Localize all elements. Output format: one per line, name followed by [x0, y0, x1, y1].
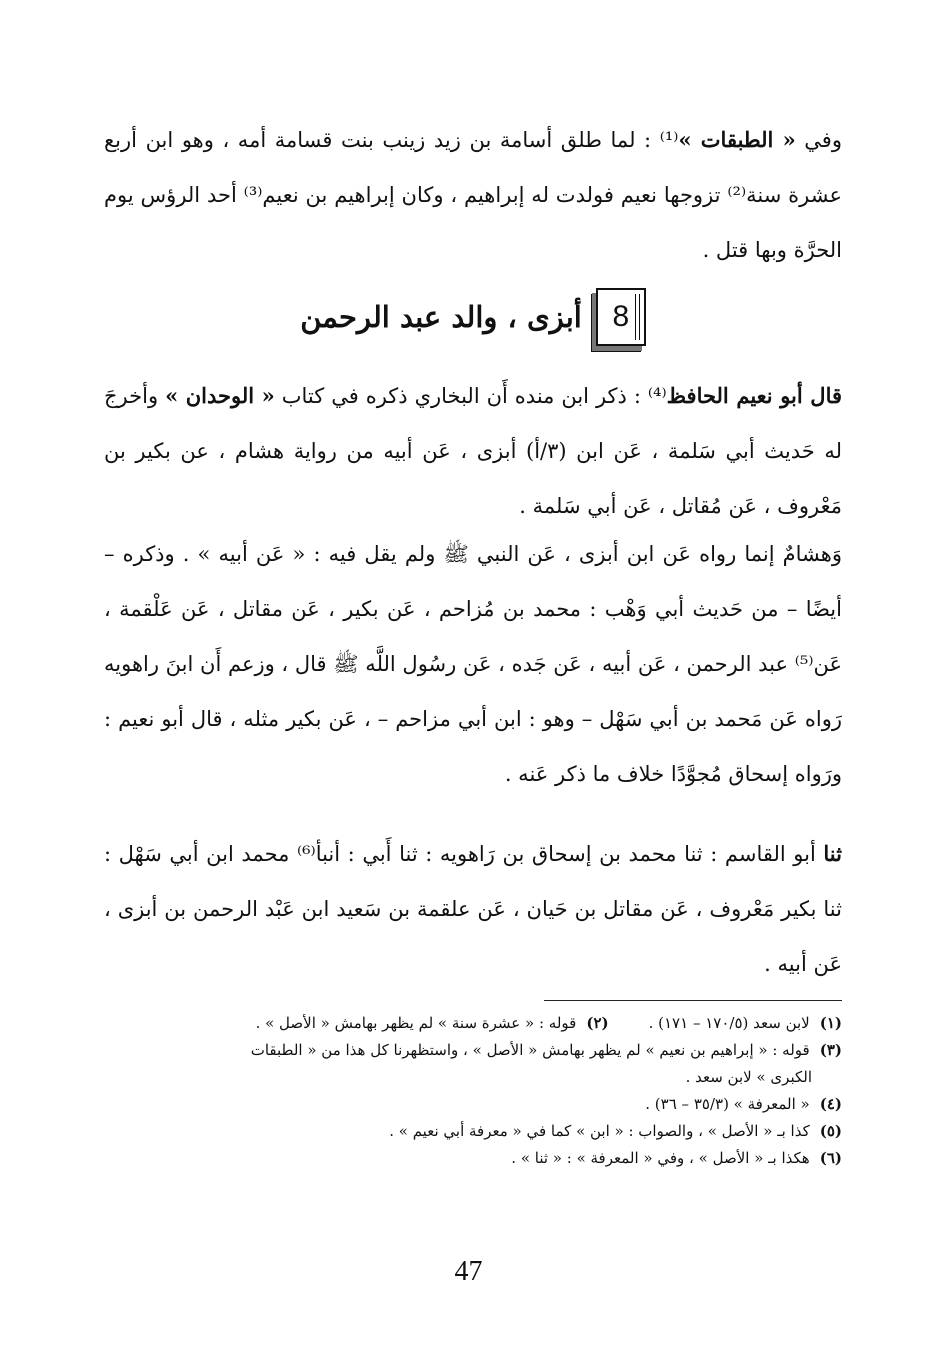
section-number-box — [596, 288, 646, 346]
paragraph-text: وأخرجَ له حَديث أبي سَلمة ، عَن ابن (٣/أ) أبزى ، عَن أبيه من رواية هشام ، عن بكير بن مَعْروف ، عَن مُقاتل ، عَن أبي سَلمة . — [104, 384, 842, 518]
paragraph-text: أبو القاسم : ثنا محمد بن إسحاق بن رَاهويه : ثنا أَبي : أنبأ⁽⁶⁾ محمد ابن أبي سَهْل : ثنا بكير مَعْروف ، عَن مقاتل بن حَيان ، عَن علقمة بن سَعيد ابن عَبْد الرحمن بن أبزى ، عَن أبيه . — [104, 842, 842, 976]
footnote-item — [256, 1010, 609, 1037]
footnote-number: (٦) — [819, 1149, 842, 1167]
section-number: 8 — [612, 300, 630, 333]
footnote-text: هكذا بـ « الأصل » ، وفي « المعرفة » : « ثنا » . — [511, 1149, 810, 1167]
footnote-number: (٢) — [586, 1014, 609, 1032]
footnote-text: « المعرفة » (٣٥/٣ – ٣٦) . — [645, 1095, 810, 1113]
footnote-divider — [544, 1000, 842, 1001]
footnote-continuation: الكبرى » لابن سعد . — [685, 1068, 812, 1086]
paragraph-abu-nuaym — [104, 368, 842, 534]
paragraph-text: ⁽¹⁾ : لما طلق أسامة بن زيد زينب بنت قسامة أمه ، وهو ابن أربع عشرة سنة⁽²⁾ تزوجها نعيم فولدت له إبراهيم ، وكان إبراهيم بن نعيم⁽³⁾ أحد الرؤس يوم الحرَّة وبها قتل . — [104, 128, 842, 262]
narrator-bold: قال أبو نعيم الحافظ — [666, 383, 843, 408]
paragraph-isnad — [104, 826, 842, 992]
footnote-number: (١) — [819, 1014, 842, 1032]
footnote-number: (٤) — [819, 1095, 842, 1113]
section-title: أبزى ، والد عبد الرحمن — [300, 300, 582, 334]
footnote-text: كذا بـ « الأصل » ، والصواب : « ابن » كما في « معرفة أبي نعيم » . — [389, 1122, 810, 1140]
paragraph-text: وَهشامٌ إنما رواه عَن ابن أبزى ، عَن النبي ﷺ ولم يقل فيه : « عَن أبيه » . وذكره – أيضًا – من حَديث أبي وَهْب : محمد بن مُزاحم ، عَن بكير ، عَن مقاتل ، عَن عَلْقمة ، عَن⁽⁵⁾ عبد الرحمن ، عَن أبيه ، عَن جَده ، عَن رسُول اللَّه ﷺ قال ، وزعم أَن ابنَ راهويه رَواه عَن مَحمد بن أبي سَهْل – وهو : ابن أبي مزاحم – ، عَن بكير مثله ، قال أبو نعيم : ورَواه إسحاق مُجوَّدًا خلاف ما ذكر عَنه . — [104, 542, 842, 786]
footnote-item — [104, 1118, 842, 1145]
paragraph-text: ⁽⁴⁾ : ذكر ابن منده أَن البخاري ذكره في كتاب — [281, 384, 667, 408]
footnote-item — [649, 1010, 842, 1037]
footnote-text: لابن سعد (١٧٠/٥ – ١٧١) . — [648, 1014, 810, 1032]
footnote-item — [104, 1145, 842, 1172]
footnote-item — [104, 1091, 842, 1118]
book-title-bold: « الطبقات » — [678, 127, 796, 152]
page-number: 47 — [454, 1256, 483, 1287]
isnad-bold: ثنا — [823, 841, 842, 866]
paragraph-hisham — [104, 527, 842, 802]
paragraph-lead: وفي — [804, 128, 842, 152]
footnote-number: (٥) — [819, 1122, 842, 1140]
footnote-text: قوله : « عشرة سنة » لم يظهر بهامش « الأصل » . — [255, 1014, 577, 1032]
footnote-item — [104, 1037, 842, 1064]
footnote-row — [104, 1010, 842, 1037]
footnote-number: (٣) — [819, 1041, 842, 1059]
paragraph-tabaqat — [104, 112, 842, 278]
footnote-text: قوله : « إبراهيم بن نعيم » لم يظهر بهامش « الأصل » ، واستظهرنا كل هذا من « الطبقات — [250, 1041, 810, 1059]
book-title-bold: « الوحدان » — [165, 383, 275, 408]
footnotes — [104, 1010, 842, 1172]
section-heading — [104, 282, 842, 352]
